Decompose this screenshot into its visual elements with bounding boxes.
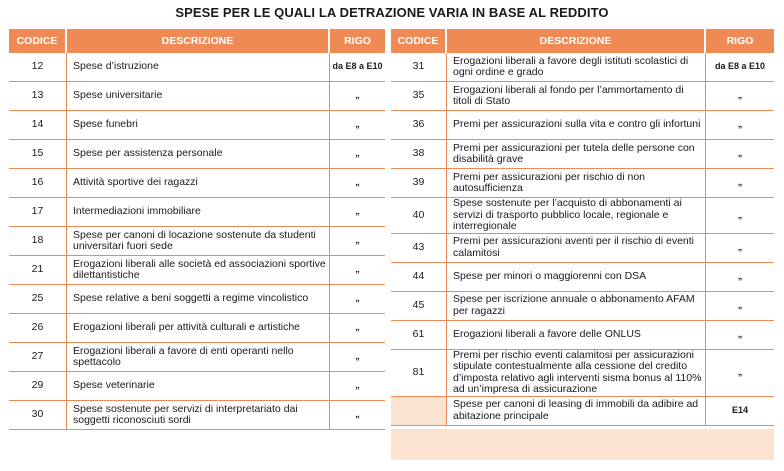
description-cell: Erogazioni liberali a favore degli istituti scolastici di ogni ordine e grado: [447, 53, 706, 82]
description-cell: Intermediazioni immobiliare: [67, 198, 330, 227]
table-row: [391, 140, 774, 169]
description-cell: Spese per assistenza personale: [67, 140, 330, 169]
code-cell: 38: [391, 140, 447, 169]
code-cell: 18: [9, 227, 67, 256]
table-row: [391, 397, 774, 426]
code-cell: 40: [391, 198, 447, 234]
header-code: CODICE: [391, 29, 447, 53]
code-cell: 44: [391, 263, 447, 292]
table-row: [391, 321, 774, 350]
rigo-cell: „: [330, 314, 385, 343]
description-cell: Spese veterinarie: [67, 372, 330, 401]
code-cell: 36: [391, 111, 447, 140]
table-row: [9, 285, 385, 314]
header-description: DESCRIZIONE: [67, 29, 330, 53]
code-cell: 21: [9, 256, 67, 285]
table-row: [9, 401, 385, 430]
description-cell: Spese per canoni di locazione sostenute da studenti universitari fuori sede: [67, 227, 330, 256]
code-cell: 16: [9, 169, 67, 198]
left-header-row: [9, 29, 385, 53]
empty-fill-area: [391, 429, 774, 460]
rigo-cell: „: [706, 234, 774, 263]
table-row: [391, 169, 774, 198]
description-cell: Spese per minori o maggiorenni con DSA: [447, 263, 706, 292]
description-cell: Spese per iscrizione annuale o abbonamento AFAM per ragazzi: [447, 292, 706, 321]
table-row: [391, 350, 774, 397]
description-cell: Spese d’istruzione: [67, 53, 330, 82]
rigo-cell: „: [706, 321, 774, 350]
table-row: [391, 111, 774, 140]
description-cell: Premi per rischio eventi calamitosi per assicurazioni stipulate contestualmente alla cessione del credito d’imposta relativo agli interventi sisma bonus al 110% ad un’impresa di assicurazione: [447, 350, 706, 397]
rigo-cell: „: [706, 140, 774, 169]
header-rigo: RIGO: [706, 29, 774, 53]
table-row: [9, 53, 385, 82]
description-cell: Premi per assicurazioni aventi per il rischio di eventi calamitosi: [447, 234, 706, 263]
table-row: [391, 292, 774, 321]
rigo-cell: „: [330, 343, 385, 372]
rigo-cell: „: [330, 82, 385, 111]
code-cell: 43: [391, 234, 447, 263]
rigo-cell: da E8 a E10: [706, 53, 774, 82]
code-cell: 39: [391, 169, 447, 198]
code-cell: 15: [9, 140, 67, 169]
left-expense-table: [9, 29, 385, 430]
table-row: [9, 140, 385, 169]
table-row: [9, 169, 385, 198]
table-row: [9, 372, 385, 401]
description-cell: Premi per assicurazioni sulla vita e contro gli infortuni: [447, 111, 706, 140]
rigo-cell: „: [330, 169, 385, 198]
code-cell: 17: [9, 198, 67, 227]
code-cell: [391, 397, 447, 426]
code-cell: 14: [9, 111, 67, 140]
table-row: [391, 53, 774, 82]
table-row: [9, 343, 385, 372]
rigo-cell: „: [330, 256, 385, 285]
header-rigo: RIGO: [330, 29, 385, 53]
code-cell: 25: [9, 285, 67, 314]
rigo-cell: „: [706, 263, 774, 292]
description-cell: Spese per canoni di leasing di immobili da adibire ad abitazione principale: [447, 397, 706, 426]
description-cell: Spese universitarie: [67, 82, 330, 111]
table-row: [391, 263, 774, 292]
rigo-cell: „: [330, 401, 385, 430]
code-cell: 61: [391, 321, 447, 350]
rigo-cell: „: [706, 169, 774, 198]
table-row: [391, 82, 774, 111]
right-expense-table: [391, 29, 774, 426]
description-cell: Spese sostenute per servizi di interpretariato dai soggetti riconosciuti sordi: [67, 401, 330, 430]
description-cell: Erogazioni liberali a favore delle ONLUS: [447, 321, 706, 350]
description-cell: Erogazioni liberali a favore di enti operanti nello spettacolo: [67, 343, 330, 372]
table-row: [9, 314, 385, 343]
description-cell: Spese funebri: [67, 111, 330, 140]
description-cell: Erogazioni liberali alle società ed associazioni sportive dilettantistiche: [67, 256, 330, 285]
right-header-row: [391, 29, 774, 53]
description-cell: Premi per assicurazioni per tutela delle persone con disabilità grave: [447, 140, 706, 169]
table-row: [9, 111, 385, 140]
description-cell: Spese sostenute per l’acquisto di abbonamenti ai servizi di trasporto pubblico locale, regionale e interregionale: [447, 198, 706, 234]
rigo-cell: „: [706, 292, 774, 321]
rigo-cell: „: [330, 372, 385, 401]
table-row: [9, 227, 385, 256]
code-cell: 27: [9, 343, 67, 372]
table-row: [9, 198, 385, 227]
code-cell: 12: [9, 53, 67, 82]
code-cell: 13: [9, 82, 67, 111]
rigo-cell: „: [330, 198, 385, 227]
rigo-cell: „: [330, 285, 385, 314]
rigo-cell: „: [706, 350, 774, 397]
description-cell: Spese relative a beni soggetti a regime vincolistico: [67, 285, 330, 314]
rigo-cell: E14: [706, 397, 774, 426]
rigo-cell: „: [706, 198, 774, 234]
rigo-cell: „: [330, 227, 385, 256]
table-row: [391, 234, 774, 263]
code-cell: 81: [391, 350, 447, 397]
code-cell: 29: [9, 372, 67, 401]
rigo-cell: da E8 a E10: [330, 53, 385, 82]
code-cell: 26: [9, 314, 67, 343]
code-cell: 45: [391, 292, 447, 321]
description-cell: Attività sportive dei ragazzi: [67, 169, 330, 198]
rigo-cell: „: [706, 82, 774, 111]
header-code: CODICE: [9, 29, 67, 53]
description-cell: Premi per assicurazioni per rischio di non autosufficienza: [447, 169, 706, 198]
rigo-cell: „: [330, 111, 385, 140]
description-cell: Erogazioni liberali per attività culturali e artistiche: [67, 314, 330, 343]
code-cell: 31: [391, 53, 447, 82]
header-description: DESCRIZIONE: [447, 29, 706, 53]
table-row: [391, 198, 774, 234]
code-cell: 30: [9, 401, 67, 430]
code-cell: 35: [391, 82, 447, 111]
table-row: [9, 256, 385, 285]
table-row: [9, 82, 385, 111]
rigo-cell: „: [330, 140, 385, 169]
description-cell: Erogazioni liberali al fondo per l’ammortamento di titoli di Stato: [447, 82, 706, 111]
page-title: SPESE PER LE QUALI LA DETRAZIONE VARIA IN BASE AL REDDITO: [175, 5, 609, 20]
rigo-cell: „: [706, 111, 774, 140]
